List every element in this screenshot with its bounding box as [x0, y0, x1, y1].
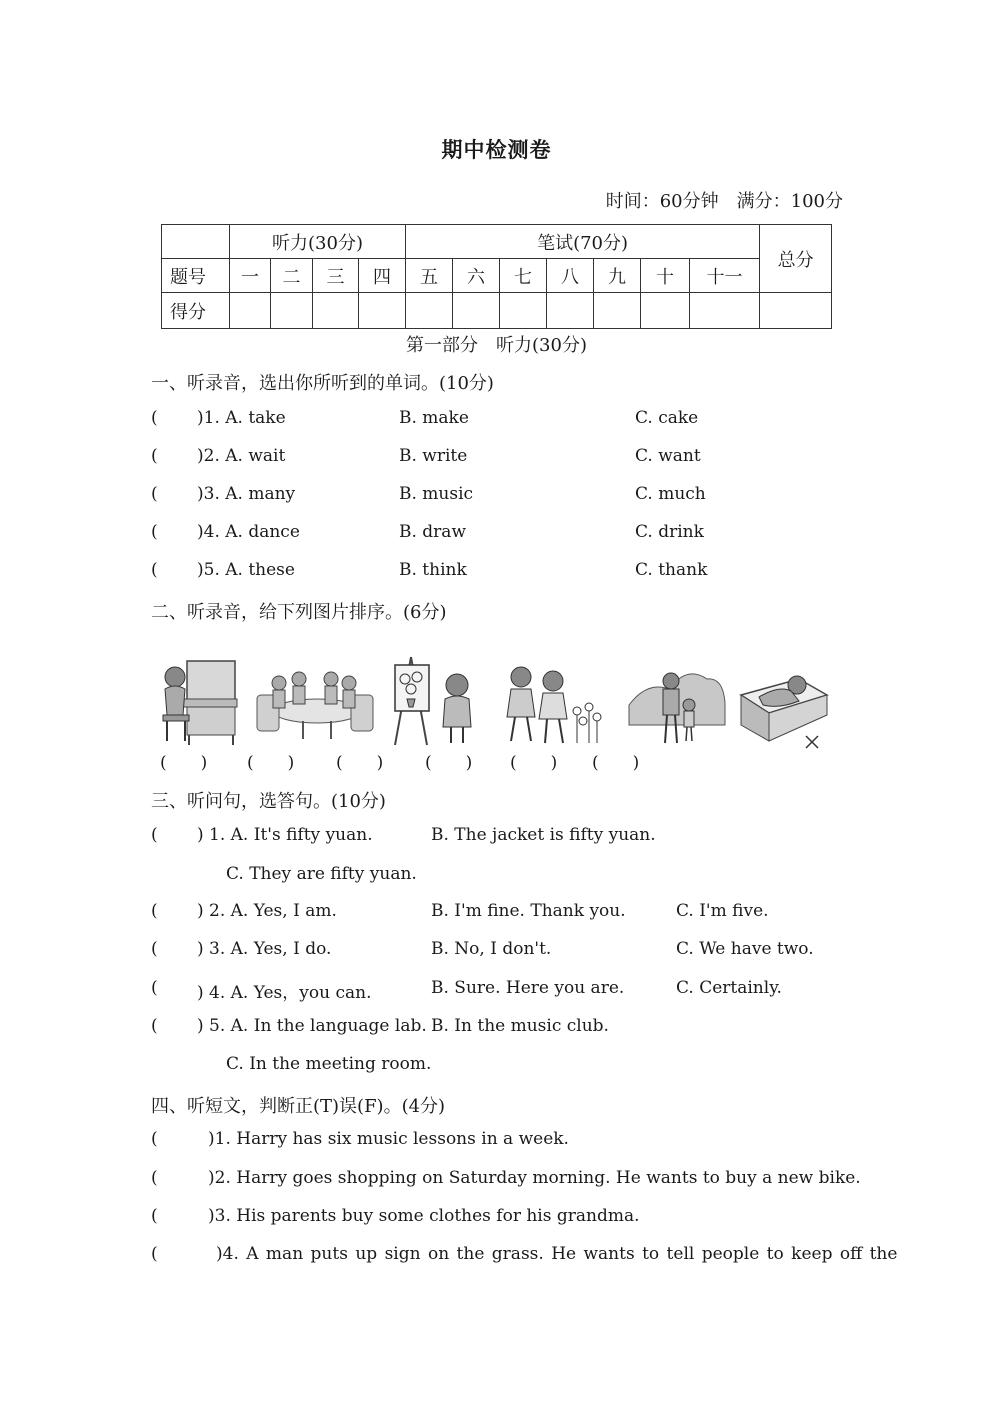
- section1-title: 一、听录音，选出你所听到的单词。(10分): [151, 373, 494, 394]
- question-option-a: )4. A. dance: [197, 522, 300, 542]
- question-option-b: B. draw: [399, 522, 466, 542]
- col-number: 十: [641, 259, 690, 293]
- answer-paren[interactable]: (: [151, 1016, 158, 1036]
- writing-header: 笔试(70分): [406, 225, 760, 259]
- score-cell[interactable]: [313, 293, 359, 329]
- answer-paren[interactable]: (: [151, 1244, 158, 1264]
- answer-paren[interactable]: (: [151, 939, 158, 959]
- answer-paren[interactable]: (: [151, 408, 158, 428]
- question-option-a: ) 4. A. Yes，you can.: [197, 983, 372, 1003]
- section4-title: 四、听短文，判断正(T)误(F)。(4分): [151, 1096, 446, 1117]
- col-number: 五: [406, 259, 453, 293]
- col-number: 二: [271, 259, 313, 293]
- question-option-c: C. much: [635, 484, 706, 504]
- answer-paren[interactable]: (: [151, 1129, 158, 1149]
- listening-header: 听力(30分): [230, 225, 406, 259]
- question-option-a: ) 2. A. Yes, I am.: [197, 901, 337, 921]
- answer-paren[interactable]: (: [151, 522, 158, 542]
- answer-paren[interactable]: (: [151, 978, 158, 998]
- col-number: 九: [594, 259, 641, 293]
- question-option-c: C. In the meeting room.: [226, 1054, 432, 1074]
- exam-meta: [606, 187, 843, 213]
- score-cell[interactable]: [406, 293, 453, 329]
- col-number: 十一: [690, 259, 760, 293]
- order-blank[interactable]: ( ): [336, 753, 384, 773]
- score-cell[interactable]: [760, 293, 832, 329]
- score-cell[interactable]: [690, 293, 760, 329]
- statement-text: )2. Harry goes shopping on Saturday morning. He wants to buy a new bike.: [208, 1168, 861, 1188]
- question-option-c: C. We have two.: [676, 939, 814, 959]
- question-option-c: C. Certainly.: [676, 978, 782, 998]
- col-number: 一: [230, 259, 271, 293]
- man-child-icon: [627, 655, 727, 747]
- order-blank[interactable]: ( ): [247, 753, 295, 773]
- question-option-c: C. I'm five.: [676, 901, 769, 921]
- corner-cell: [162, 225, 230, 259]
- question-option-a: ) 3. A. Yes, I do.: [197, 939, 332, 959]
- row-label-score: 得分: [162, 293, 230, 329]
- score-cell[interactable]: [500, 293, 547, 329]
- answer-paren[interactable]: (: [151, 484, 158, 504]
- col-number: 六: [453, 259, 500, 293]
- section3-title: 三、听问句，选答句。(10分): [151, 791, 386, 812]
- col-number: 八: [547, 259, 594, 293]
- answer-paren[interactable]: (: [151, 560, 158, 580]
- col-number: 七: [500, 259, 547, 293]
- score-cell[interactable]: [594, 293, 641, 329]
- question-option-a: )1. A. take: [197, 408, 286, 428]
- score-cell[interactable]: [547, 293, 594, 329]
- answer-paren[interactable]: (: [151, 446, 158, 466]
- question-option-a: )5. A. these: [197, 560, 295, 580]
- row-label-number: 题号: [162, 259, 230, 293]
- meeting-table-icon: [253, 655, 377, 747]
- order-blank[interactable]: ( ): [160, 753, 208, 773]
- girls-flowers-icon: [497, 655, 607, 747]
- painting-girl-icon: [391, 655, 481, 747]
- close-mark-icon: [804, 734, 820, 750]
- score-cell[interactable]: [359, 293, 406, 329]
- statement-text: )1. Harry has six music lessons in a week.: [208, 1129, 569, 1149]
- question-option-b: B. write: [399, 446, 468, 466]
- part1-title: 第一部分 听力(30分): [406, 335, 587, 356]
- question-option-c: C. want: [635, 446, 701, 466]
- score-table: [161, 224, 832, 329]
- question-option-a: )3. A. many: [197, 484, 296, 504]
- page-title: 期中检测卷: [441, 137, 552, 162]
- question-option-c: C. They are fifty yuan.: [226, 864, 417, 884]
- score-cell[interactable]: [453, 293, 500, 329]
- col-number: 四: [359, 259, 406, 293]
- order-blank[interactable]: ( ): [592, 753, 640, 773]
- order-blank[interactable]: ( ): [425, 753, 473, 773]
- question-option-b: B. make: [399, 408, 469, 428]
- time-limit: 时间：60分钟: [605, 191, 719, 212]
- question-option-a: ) 5. A. In the language lab.: [197, 1016, 427, 1036]
- question-option-c: C. cake: [635, 408, 699, 428]
- statement-text: )4. A man puts up sign on the grass. He wants to tell people to keep off the: [216, 1244, 898, 1264]
- answer-paren[interactable]: (: [151, 1206, 158, 1226]
- question-option-a: )2. A. wait: [197, 446, 286, 466]
- question-option-a: ) 1. A. It's fifty yuan.: [197, 825, 373, 845]
- section2-title: 二、听录音，给下列图片排序。(6分): [151, 602, 447, 623]
- answer-paren[interactable]: (: [151, 1168, 158, 1188]
- answer-paren[interactable]: (: [151, 825, 158, 845]
- question-option-b: B. think: [399, 560, 467, 580]
- score-cell[interactable]: [230, 293, 271, 329]
- col-number: 三: [313, 259, 359, 293]
- question-option-b: B. music: [399, 484, 474, 504]
- piano-girl-icon: [157, 655, 239, 747]
- question-option-b: B. I'm fine. Thank you.: [431, 901, 626, 921]
- question-option-b: B. In the music club.: [431, 1016, 609, 1036]
- full-score: 满分：100分: [736, 191, 843, 212]
- picture-row: [155, 655, 835, 750]
- score-cell[interactable]: [641, 293, 690, 329]
- score-cell[interactable]: [271, 293, 313, 329]
- answer-paren[interactable]: (: [151, 901, 158, 921]
- statement-text: )3. His parents buy some clothes for his grandma.: [208, 1206, 640, 1226]
- question-option-b: B. Sure. Here you are.: [431, 978, 625, 998]
- question-option-c: C. drink: [635, 522, 704, 542]
- question-option-b: B. The jacket is fifty yuan.: [431, 825, 656, 845]
- question-option-c: C. thank: [635, 560, 708, 580]
- order-blank[interactable]: ( ): [510, 753, 558, 773]
- total-label: 总分: [760, 225, 832, 293]
- question-option-b: B. No, I don't.: [431, 939, 552, 959]
